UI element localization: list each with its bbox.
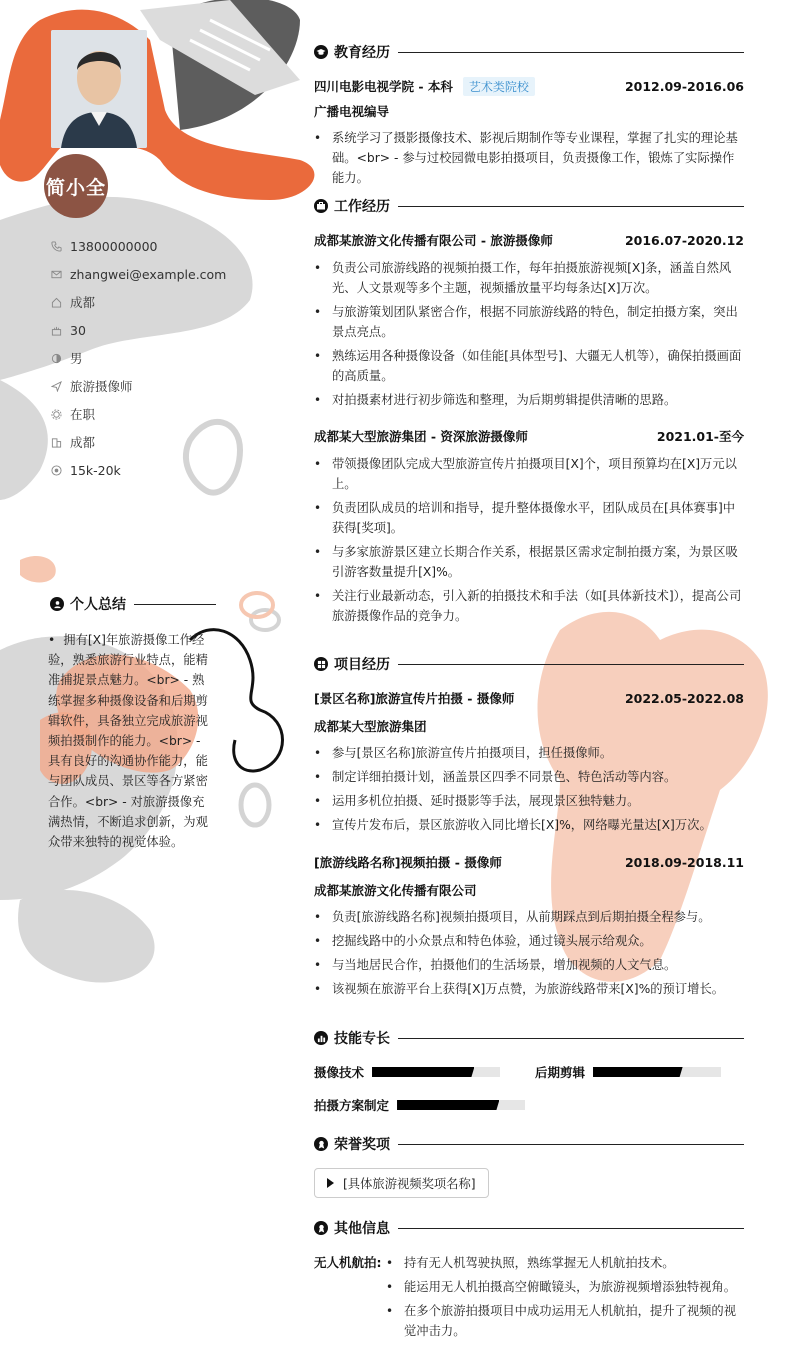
info-phone-value: 13800000000 — [70, 238, 158, 254]
project-list — [314, 743, 744, 839]
list-item: • 熟练运用各种摄像设备（如佳能[具体型号]、大疆无人机等），确保拍摄画面的高质量。 — [314, 346, 744, 386]
other-title: 其他信息 — [334, 1221, 390, 1237]
skills-divider — [398, 1038, 744, 1039]
skill-bar — [372, 1067, 500, 1077]
honors-header — [314, 1134, 744, 1154]
list-item: • 与当地居民合作，拍摄他们的生活场景，增加视频的人文气息。 — [314, 955, 744, 975]
play-icon — [327, 1178, 334, 1188]
graduation-cap-icon — [314, 45, 328, 59]
education-school: 四川电影电视学院 - 本科 — [314, 79, 453, 94]
skill-item — [535, 1063, 721, 1081]
job-row — [314, 427, 744, 445]
skill-bar-fill — [372, 1067, 474, 1077]
info-home — [50, 288, 226, 316]
info-age — [50, 316, 226, 344]
project-row — [314, 853, 744, 871]
list-item: • 对拍摄素材进行初步筛选和整理，为后期剪辑提供清晰的思路。 — [314, 390, 744, 410]
award-icon — [314, 1221, 328, 1235]
grid-icon — [314, 657, 328, 671]
job-row — [314, 231, 744, 249]
user-icon — [50, 597, 64, 611]
avatar — [51, 30, 147, 148]
skills-header — [314, 1028, 744, 1048]
avatar-image — [51, 30, 147, 148]
job-company: 成都某大型旅游集团 - 资深旅游摄像师 — [314, 429, 528, 444]
skill-name: 拍摄方案制定 — [314, 1098, 390, 1113]
list-item: • 能运用无人机拍摄高空俯瞰镜头，为旅游视频增添独特视角。 — [386, 1277, 744, 1297]
job-list — [314, 258, 744, 414]
education-major: 广播电视编导 — [314, 104, 390, 119]
list-item: • 与旅游策划团队紧密合作，根据不同旅游线路的特色，制定拍摄方案，突出景点亮点。 — [314, 302, 744, 342]
job-company: 成都某旅游文化传播有限公司 - 旅游摄像师 — [314, 233, 553, 248]
info-home-value: 成都 — [70, 295, 96, 310]
skills-title: 技能专长 — [334, 1031, 390, 1047]
list-item: • 负责公司旅游线路的视频拍摄工作，每年拍摄旅游视频[X]条，涵盖自然风光、人文景观等多个主题，视频播放量平均每条达[X]万次。 — [314, 258, 744, 298]
age-icon — [50, 324, 62, 336]
other-list — [386, 1253, 744, 1345]
list-item: • 持有无人机驾驶执照，熟练掌握无人机航拍技术。 — [386, 1253, 744, 1273]
list-item: • 与多家旅游景区建立长期合作关系，根据景区需求定制拍摄方案，为景区吸引游客数量提升[X]%。 — [314, 542, 744, 582]
list-item: • 负责[旅游线路名称]视频拍摄项目，从前期踩点到后期拍摄全程参与。 — [314, 907, 744, 927]
info-email — [50, 260, 226, 288]
info-city-value: 成都 — [70, 435, 96, 450]
info-status-value: 在职 — [70, 407, 96, 422]
info-status — [50, 400, 226, 428]
info-gender — [50, 344, 226, 372]
school-tag: 艺术类院校 — [463, 77, 535, 96]
info-city — [50, 428, 226, 456]
education-header — [314, 42, 744, 62]
list-item: • 带领摄像团队完成大型旅游宣传片拍摄项目[X]个，项目预算均在[X]万元以上。 — [314, 454, 744, 494]
list-item: • 挖掘线路中的小众景点和特色体验，通过镜头展示给观众。 — [314, 931, 744, 951]
other-divider — [398, 1228, 744, 1229]
info-salary — [50, 456, 226, 484]
bar-chart-icon — [314, 1031, 328, 1045]
job-list — [314, 454, 744, 630]
education-title: 教育经历 — [334, 45, 390, 61]
skill-item — [314, 1063, 500, 1081]
project-org: 成都某大型旅游集团 — [314, 719, 427, 734]
education-school-wrap — [314, 77, 535, 96]
projects-header — [314, 654, 744, 674]
info-gender-value: 男 — [70, 351, 83, 366]
education-divider — [398, 52, 744, 53]
home-icon — [50, 296, 62, 308]
projects-title: 项目经历 — [334, 657, 390, 673]
honors-divider — [398, 1144, 744, 1145]
skill-name: 摄像技术 — [314, 1065, 365, 1080]
list-item: • 关注行业最新动态，引入新的拍摄技术和手法（如[具体新技术]），提高公司旅游摄像作品的竞争力。 — [314, 586, 744, 626]
list-item: • 参与[景区名称]旅游宣传片拍摄项目，担任摄像师。 — [314, 743, 744, 763]
phone-icon — [50, 240, 62, 252]
project-date: 2022.05-2022.08 — [624, 690, 744, 706]
award-name: [具体旅游视频奖项名称] — [343, 1177, 476, 1191]
education-row — [314, 77, 744, 96]
summary-content: 拥有[X]年旅游摄像工作经验，熟悉旅游行业特点，能精准捕捉景点魅力。<br> - 熟练掌握多种摄像设备和后期剪辑软件，具备独立完成旅游视频拍摄制作的能力。<br> - 具有良好的沟通协作能力，能与团队成员、景区等各方紧密合作。<br> - 对旅游摄像充满热情，不断追求创新，为观众带来独特的视觉体验。 — [48, 633, 208, 850]
work-header — [314, 196, 744, 216]
list-item: • 在多个旅游拍摄项目中成功运用无人机航拍，提升了视频的视觉冲击力。 — [386, 1301, 744, 1341]
honors-title: 荣誉奖项 — [334, 1137, 390, 1153]
list-item: • 制定详细拍摄计划，涵盖景区四季不同景色、特色活动等内容。 — [314, 767, 744, 787]
education-date: 2012.09-2016.06 — [624, 79, 744, 94]
work-divider — [398, 206, 744, 207]
contact-info — [50, 232, 226, 484]
summary-title: 个人总结 — [70, 597, 126, 613]
work-title: 工作经历 — [334, 199, 390, 215]
project-date: 2018.09-2018.11 — [624, 854, 744, 870]
project-org: 成都某旅游文化传播有限公司 — [314, 883, 477, 898]
salary-icon — [50, 464, 62, 476]
job-icon — [50, 380, 62, 392]
job-date: 2021.01-至今 — [656, 429, 744, 444]
list-item: • 该视频在旅游平台上获得[X]万点赞，为旅游线路带来[X]%的预订增长。 — [314, 979, 744, 999]
award-item[interactable] — [314, 1168, 489, 1198]
education-list — [314, 128, 744, 192]
skill-name: 后期剪辑 — [535, 1065, 586, 1080]
email-icon — [50, 268, 62, 280]
info-age-value: 30 — [70, 322, 86, 338]
summary-divider — [134, 604, 216, 605]
skill-bar — [593, 1067, 721, 1077]
award-icon — [314, 1137, 328, 1151]
summary-text: • 拥有[X]年旅游摄像工作经验，熟悉旅游行业特点，能精准捕捉景点魅力。<br> - 熟练掌握多种摄像设备和后期剪辑软件，具备独立完成旅游视频拍摄制作的能力。<br> - 具有良好的沟通协作能力，能与团队成员、景区等各方紧密合作。<br> - 对旅游摄像充满热情，不断追求创新，为观众带来独特的视觉体验。 — [48, 633, 208, 850]
info-email-value: zhangwei@example.com — [70, 266, 227, 282]
candidate-name: 简小全 — [45, 176, 106, 199]
info-job-value: 旅游摄像师 — [70, 379, 133, 394]
info-job — [50, 372, 226, 400]
other-label: 无人机航拍: — [314, 1255, 382, 1270]
skill-bar-fill — [593, 1067, 683, 1077]
project-name: [景区名称]旅游宣传片拍摄 - 摄像师 — [314, 691, 515, 706]
job-date: 2016.07-2020.12 — [624, 232, 744, 248]
project-list — [314, 907, 744, 1003]
project-row — [314, 689, 744, 707]
skill-bar-fill — [397, 1100, 499, 1110]
skill-bar — [397, 1100, 525, 1110]
other-header — [314, 1218, 744, 1238]
list-item: • 宣传片发布后，景区旅游收入同比增长[X]%，网络曝光量达[X]万次。 — [314, 815, 744, 835]
gender-icon — [50, 352, 62, 364]
info-salary-value: 15k-20k — [70, 462, 121, 478]
project-name: [旅游线路名称]视频拍摄 - 摄像师 — [314, 855, 502, 870]
status-icon — [50, 408, 62, 420]
summary-header — [50, 594, 216, 614]
info-phone — [50, 232, 226, 260]
name-badge — [44, 154, 108, 218]
list-item: • 系统学习了摄影摄像技术、影视后期制作等专业课程，掌握了扎实的理论基础。<br> - 参与过校园微电影拍摄项目，负责摄像工作，锻炼了实际操作能力。 — [314, 128, 744, 188]
list-item: • 运用多机位拍摄、延时摄影等手法，展现景区独特魅力。 — [314, 791, 744, 811]
skill-item — [314, 1096, 525, 1114]
city-icon — [50, 436, 62, 448]
projects-divider — [398, 664, 744, 665]
briefcase-icon — [314, 199, 328, 213]
list-item: • 负责团队成员的培训和指导，提升整体摄像水平，团队成员在[具体赛事]中获得[奖项]。 — [314, 498, 744, 538]
